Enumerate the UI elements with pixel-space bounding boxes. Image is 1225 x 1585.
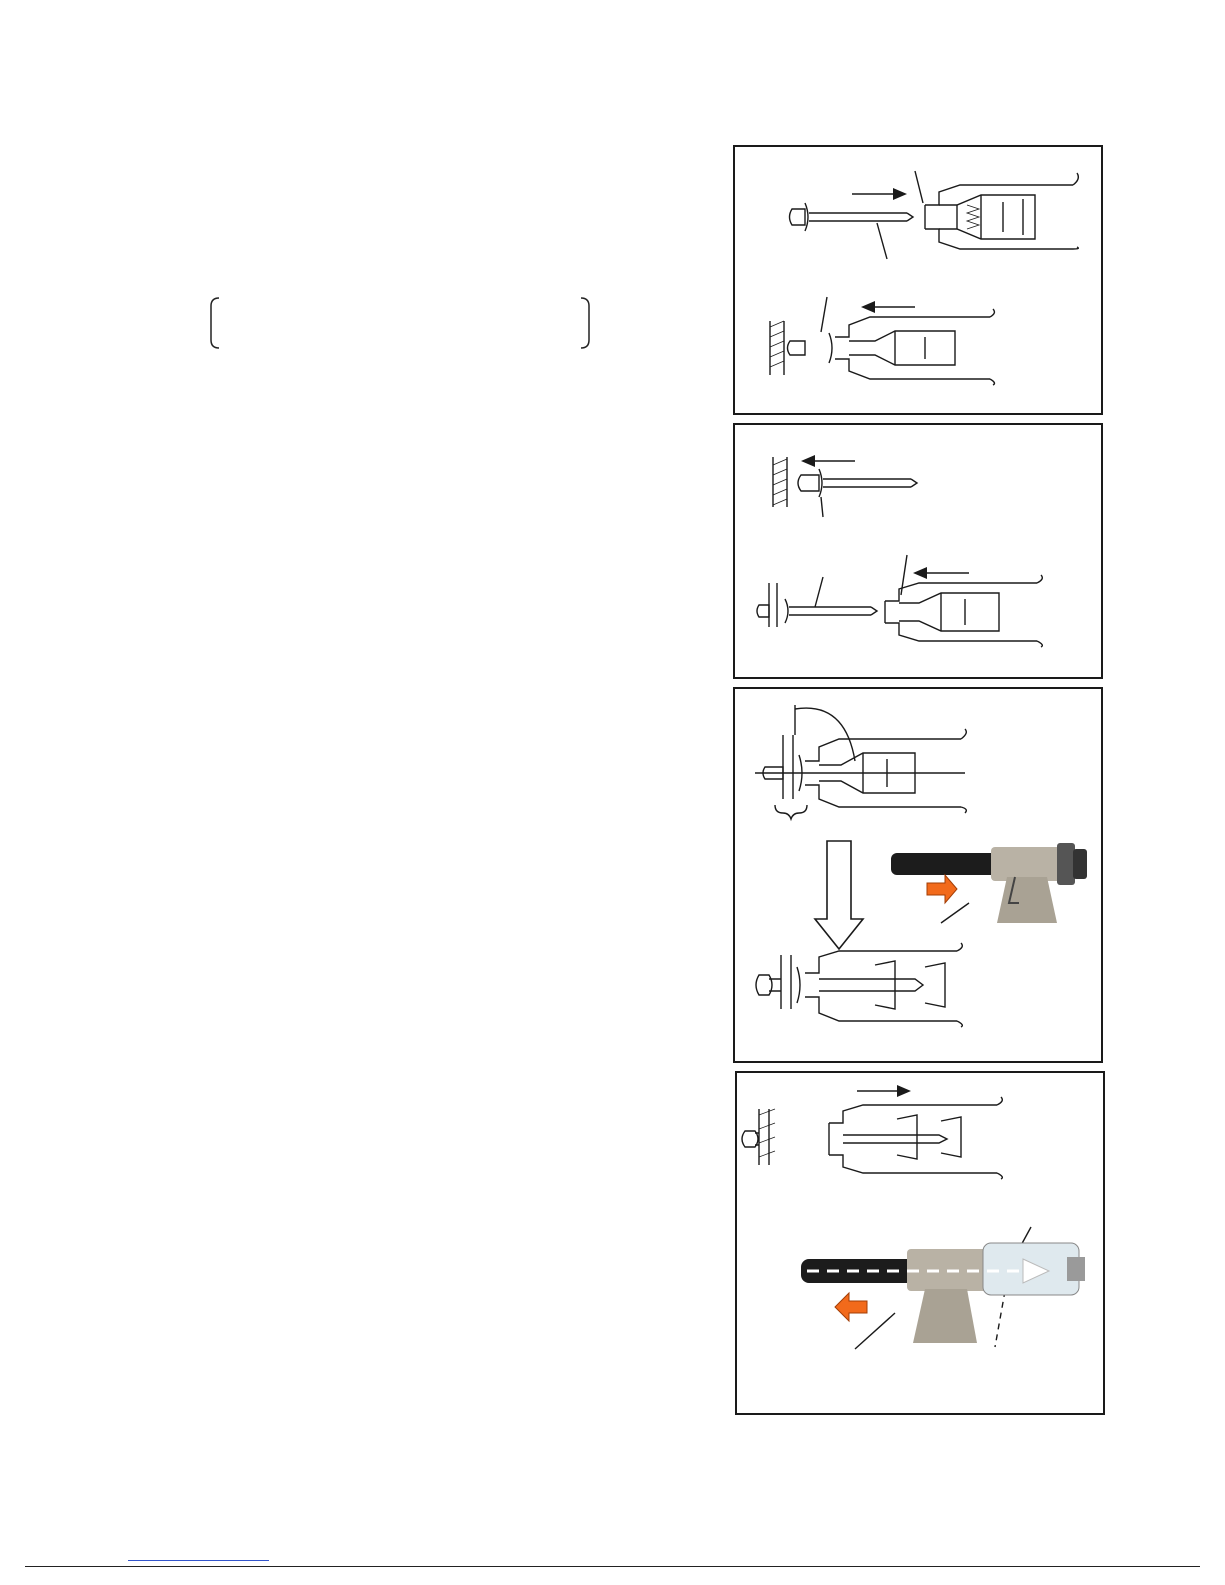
tool-photo-pull: [887, 833, 1097, 923]
footer-rule: [25, 1566, 1200, 1567]
arrow-down-hollow-icon: [815, 841, 863, 949]
text-bracket: [205, 294, 605, 354]
panel-release-trigger: [735, 1071, 1105, 1415]
tool-photo-release: [797, 1223, 1097, 1343]
panel-insert-into-workpiece: [733, 423, 1103, 679]
orange-arrow-icon: [835, 1293, 867, 1321]
panel-pull-trigger: [733, 687, 1103, 1063]
diagram-insert-into-workpiece: [735, 425, 1105, 681]
footer-link-underline[interactable]: [128, 1560, 269, 1561]
panel-insert-mandrel: [733, 145, 1103, 415]
arrow-left-icon: [861, 301, 875, 313]
orange-arrow-icon: [927, 875, 957, 903]
arrow-right-icon: [893, 188, 907, 200]
diagram-insert-mandrel: [735, 147, 1105, 417]
